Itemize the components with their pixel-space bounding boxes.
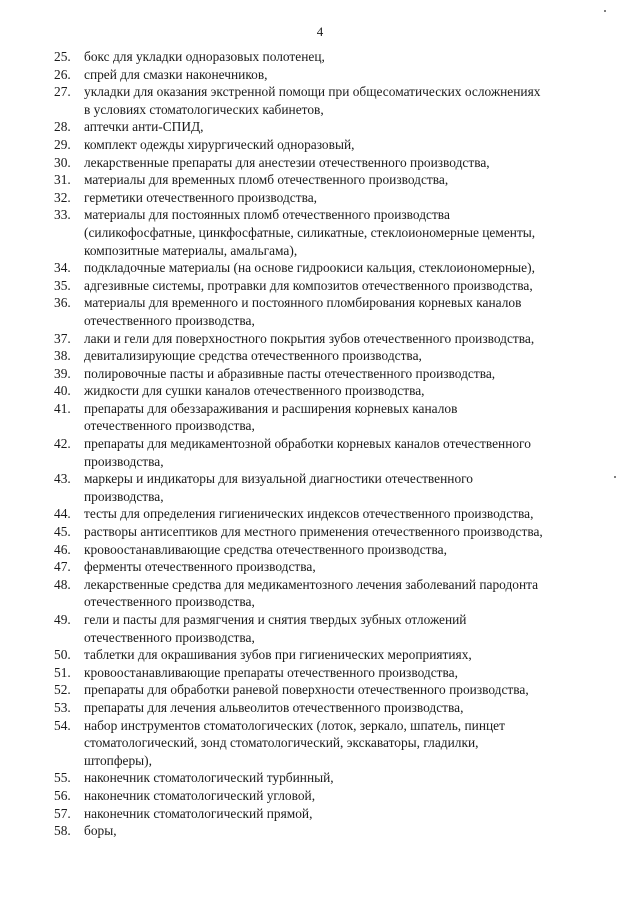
list-item (54, 787, 602, 805)
item-text: наконечник стоматологический угловой, (84, 787, 316, 803)
list-item (54, 805, 602, 823)
item-text: подкладочные материалы (на основе гидроокиси кальция, стеклоиономерные), (84, 260, 535, 276)
item-text: кровоостанавливающие средства отечественного производства, (84, 541, 447, 557)
item-text: комплект одежды хирургический одноразовый, (84, 136, 355, 152)
item-number: 43. (54, 471, 71, 487)
item-text: наконечник стоматологический турбинный, (84, 770, 334, 786)
item-text: бокс для укладки одноразовых полотенец, (84, 49, 325, 64)
list-item (54, 171, 602, 189)
item-number: 33. (54, 207, 71, 223)
list-item (54, 136, 602, 154)
item-text: жидкости для сушки каналов отечественного производства, (84, 383, 425, 399)
page-number: 4 (316, 24, 324, 39)
item-number: 55. (54, 770, 71, 786)
scan-speck (614, 476, 616, 478)
equipment-list (54, 48, 602, 840)
item-text: наконечник стоматологический прямой, (84, 805, 313, 821)
item-number: 48. (54, 576, 71, 592)
list-item (54, 541, 602, 559)
item-number: 57. (54, 805, 71, 821)
item-number: 38. (54, 348, 71, 364)
item-text: гели и пасты для размягчения и снятия твердых зубных отложений отечественного производства, (84, 612, 467, 645)
item-number: 37. (54, 330, 71, 346)
item-text: препараты для обработки раневой поверхности отечественного производства, (84, 682, 529, 698)
item-text: препараты для лечения альвеолитов отечественного производства, (84, 699, 464, 715)
item-text: укладки для оказания экстренной помощи при общесоматических осложнениях в условиях стоматологических кабинетов, (84, 84, 541, 117)
item-number: 39. (54, 365, 71, 381)
list-item (54, 576, 602, 611)
item-number: 45. (54, 524, 71, 540)
list-item (54, 523, 602, 541)
list-item (54, 699, 602, 717)
item-number: 41. (54, 400, 71, 416)
list-item (54, 347, 602, 365)
item-number: 42. (54, 436, 71, 452)
list-item (54, 277, 602, 295)
list-item (54, 558, 602, 576)
list-item (54, 822, 602, 840)
list-item (54, 66, 602, 84)
item-text: лекарственные препараты для анестезии отечественного производства, (84, 154, 490, 170)
list-item (54, 717, 602, 770)
item-number: 58. (54, 823, 71, 839)
item-text: полировочные пасты и абразивные пасты отечественного производства, (84, 365, 496, 381)
item-number: 40. (54, 383, 71, 399)
list-item (54, 83, 602, 118)
item-text: спрей для смазки наконечников, (84, 66, 268, 82)
item-number: 28. (54, 119, 71, 135)
list-item (54, 382, 602, 400)
item-text: лекарственные средства для медикаментозного лечения заболеваний пародонта отечественного производства, (84, 576, 539, 610)
item-number: 47. (54, 559, 71, 575)
scan-speck (604, 10, 606, 12)
item-number: 50. (54, 647, 71, 663)
item-text: препараты для медикаментозной обработки корневых каналов отечественного производства, (84, 436, 531, 469)
list-item (54, 118, 602, 136)
list-item (54, 470, 602, 505)
item-number: 25. (54, 49, 71, 64)
item-text: материалы для временных пломб отечественного производства, (84, 172, 449, 188)
list-item (54, 664, 602, 682)
item-text: таблетки для окрашивания зубов при гигиенических мероприятиях, (84, 647, 472, 663)
list-item (54, 189, 602, 207)
item-text: тесты для определения гигиенических индексов отечественного производства, (84, 506, 534, 522)
list-item (54, 48, 602, 66)
item-number: 53. (54, 699, 71, 715)
list-item (54, 769, 602, 787)
item-text: адгезивные системы, протравки для композитов отечественного производства, (84, 277, 533, 293)
item-text: лаки и гели для поверхностного покрытия зубов отечественного производства, (84, 330, 535, 346)
list-item (54, 505, 602, 523)
item-number: 36. (54, 295, 71, 311)
list-item (54, 681, 602, 699)
item-number: 56. (54, 787, 71, 803)
item-number: 29. (54, 136, 71, 152)
item-text: набор инструментов стоматологических (лоток, зеркало, шпатель, пинцет стоматологический, зонд стоматологический, экскаваторы, гладилки, штопферы), (84, 717, 505, 768)
item-number: 52. (54, 682, 71, 698)
item-text: кровоостанавливающие препараты отечественного производства, (84, 664, 458, 680)
item-number: 30. (54, 154, 71, 170)
item-number: 51. (54, 664, 71, 680)
list-item (54, 154, 602, 172)
item-number: 27. (54, 84, 71, 100)
item-text: маркеры и индикаторы для визуальной диагностики отечественного производства, (84, 471, 474, 504)
item-text: препараты для обеззараживания и расширения корневых каналов отечественного производства, (84, 400, 458, 434)
item-text: ферменты отечественного производства, (84, 559, 316, 575)
list-item (54, 294, 602, 329)
list-item (54, 400, 602, 435)
list-item (54, 330, 602, 348)
item-number: 34. (54, 260, 71, 276)
item-text: материалы для временного и постоянного пломбирования корневых каналов отечественного производства, (84, 295, 522, 328)
item-text: девитализирующие средства отечественного производства, (84, 348, 422, 364)
item-text: герметики отечественного производства, (84, 189, 318, 205)
item-text: растворы антисептиков для местного применения отечественного производства, (84, 524, 543, 540)
item-number: 31. (54, 172, 71, 188)
list-item (54, 646, 602, 664)
list-item (54, 365, 602, 383)
item-number: 26. (54, 66, 71, 82)
list-item (54, 259, 602, 277)
item-number: 54. (54, 717, 71, 733)
item-number: 44. (54, 506, 71, 522)
item-text: материалы для постоянных пломб отечественного производства (силикофосфатные, цинкфосфатные, силикатные, стеклоиономерные цементы, композитные материалы, амальгама), (84, 207, 536, 258)
item-number: 35. (54, 277, 71, 293)
list-item (54, 206, 602, 259)
item-text: боры, (84, 823, 117, 839)
item-number: 32. (54, 189, 71, 205)
list-item (54, 435, 602, 470)
item-number: 49. (54, 612, 71, 627)
list-item (54, 611, 602, 646)
item-number: 46. (54, 541, 71, 557)
item-text: аптечки анти-СПИД, (84, 119, 204, 135)
